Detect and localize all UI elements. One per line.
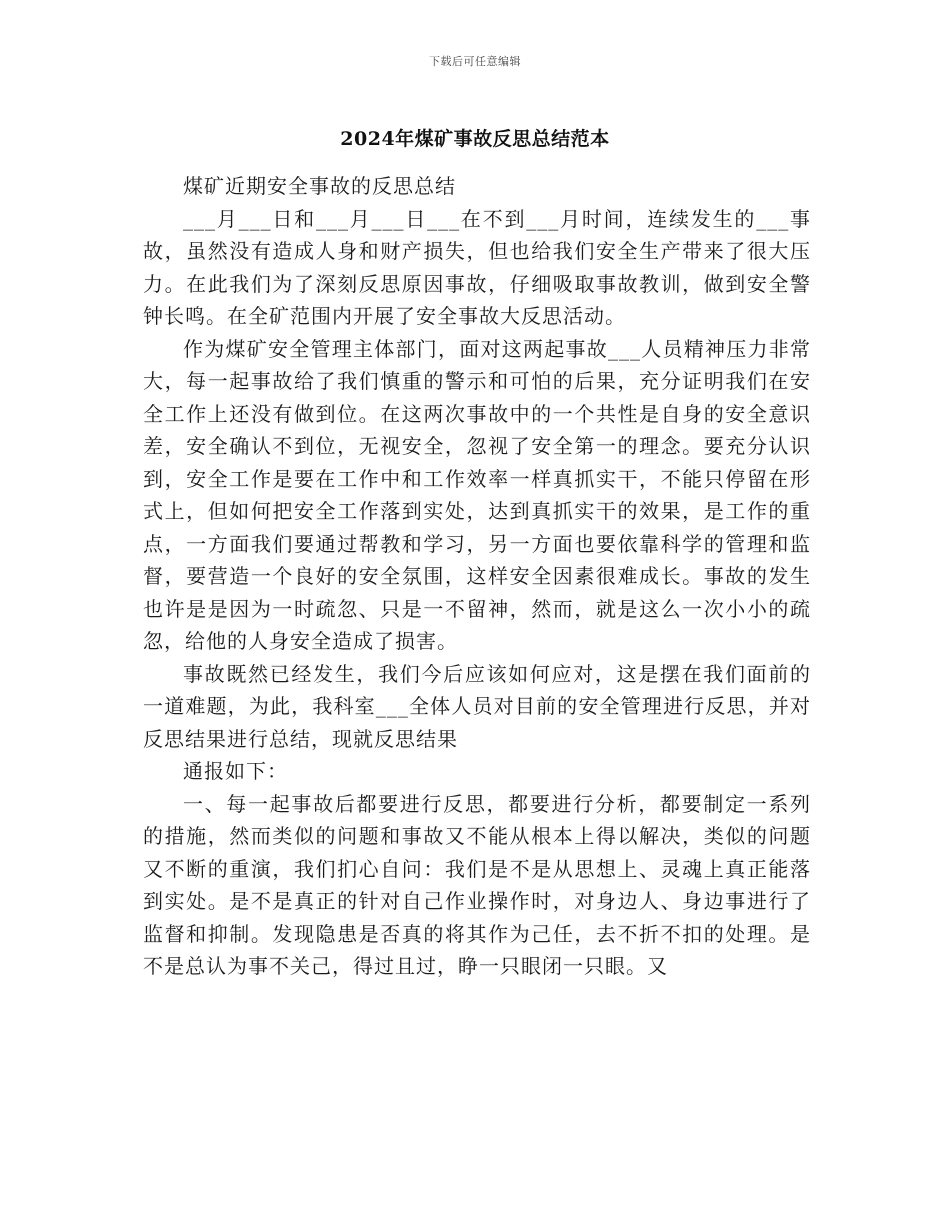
document-title: 2024年煤矿事故反思总结范本 <box>340 128 610 150</box>
paragraph-notice: 通报如下： <box>183 759 288 783</box>
paragraph-intro: ___月___日和___月___日___在不到___月时间，连续发生的___事故，虽然没有造成人身和财产损失，但也给我们安全生产带来了很大压力。在此我们为了深刻反思原因事故，仔细吸取事故教训，做到安全警钟长鸣。在全矿范围内开展了安全事故大反思活动。 <box>143 206 811 328</box>
document-body <box>143 170 811 983</box>
paragraph-analysis: 作为煤矿安全管理主体部门，面对这两起事故___人员精神压力非常大，每一起事故给了我们慎重的警示和可怕的后果，充分证明我们在安全工作上还没有做到位。在这两次事故中的一个共性是自身的安全意识差，安全确认不到位，无视安全，忽视了安全第一的理念。要充分认识到，安全工作是要在工作中和工作效率一样真抓实干，不能只停留在形式上，但如何把安全工作落到实处，达到真抓实干的效果，是工作的重点，一方面我们要通过帮教和学习，另一方面也要依靠科学的管理和监督，要营造一个良好的安全氛围，这样安全因素很难成长。事故的发生也许是是因为一时疏忽、只是一不留神，然而，就是这么一次小小的疏忽，给他的人身安全造成了损害。 <box>143 336 811 653</box>
header-note: 下载后可任意编辑 <box>429 55 521 68</box>
paragraph-subtitle: 煤矿近期安全事故的反思总结 <box>183 174 456 198</box>
paragraph-response: 事故既然已经发生，我们今后应该如何应对，这是摆在我们面前的一道难题，为此，我科室___全体人员对目前的安全管理进行反思，并对反思结果进行总结，现就反思结果 <box>143 661 811 751</box>
paragraph-point-one: 一、每一起事故后都要进行反思，都要进行分析，都要制定一系列的措施，然而类似的问题和事故又不能从根本上得以解决，类似的问题又不断的重演，我们扪心自问：我们是不是从思想上、灵魂上真正能落到实处。是不是真正的针对自己作业操作时，对身边人、身边事进行了监督和抑制。发现隐患是否真的将其作为己任，去不折不扣的处理。是不是总认为事不关己，得过且过，睁一只眼闭一只眼。又 <box>143 791 811 978</box>
